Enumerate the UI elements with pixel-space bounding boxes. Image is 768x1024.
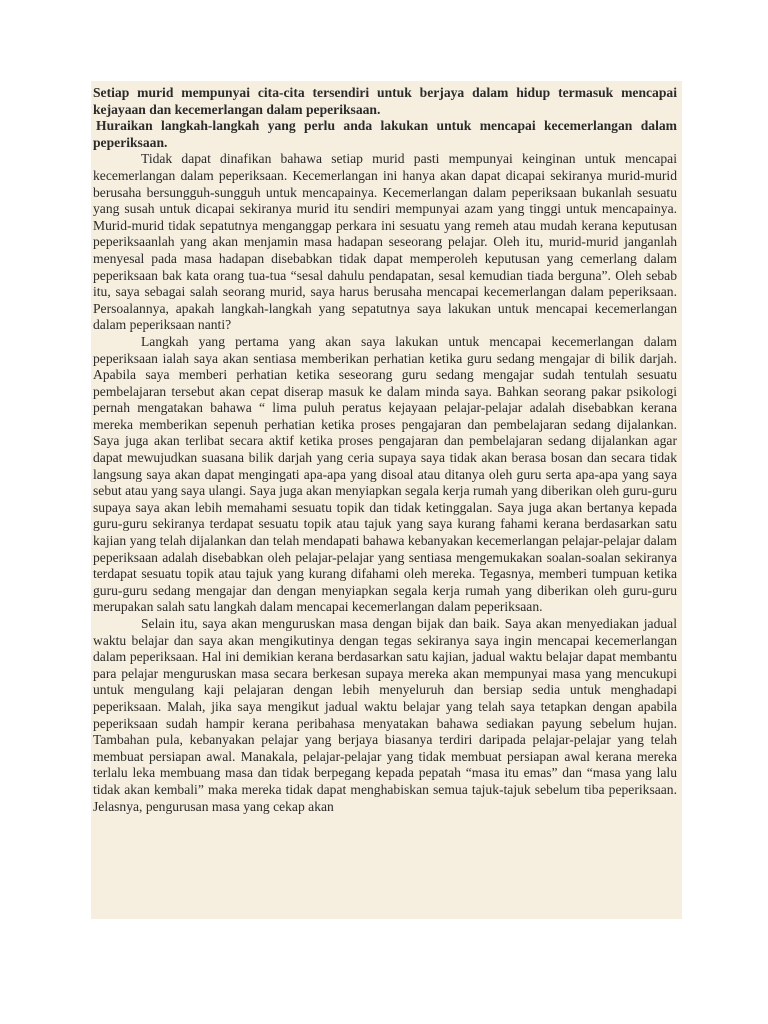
essay-question-prompt: Huraikan langkah-langkah yang perlu anda lakukan untuk mencapai kecemerlangan dalam peperiksaan. <box>93 118 677 150</box>
paragraph-first-step: Langkah yang pertama yang akan saya lakukan untuk mencapai kecemerlangan dalam peperiksaan ialah saya akan sentiasa memberikan perhatian ketika guru sedang mengajar di bilik darjah. Apabila saya memberi perhatian ketika seseorang guru sedang mengajar sudah tentulah sesuatu pembelajaran tersebut akan cepat diserap masuk ke dalam minda saya. Bahkan seorang pakar psikologi pernah mengatakan bahawa “ lima puluh peratus kejayaan pelajar-pelajar adalah disebabkan kerana mereka memberikan sepenuh perhatian ketika proses pengajaran dan pembelajaran sedang dijalankan. Saya juga akan terlibat secara aktif ketika proses pengajaran dan pembelajaran sedang dijalankan agar dapat mewujudkan suasana bilik darjah yang ceria supaya saya tidak akan berasa bosan dan secara tidak langsung saya akan dapat mengingati apa-apa yang disoal atau ditanya oleh guru serta apa-apa yang saya sebut atau yang saya ulangi. Saya juga akan menyiapkan segala kerja rumah yang diberikan oleh guru-guru supaya saya akan lebih memahami sesuatu topik dan tidak ketinggalan. Saya juga akan bertanya kepada guru-guru sekiranya terdapat sesuatu topik atau tajuk yang saya kurang fahami kerana berdasarkan satu kajian yang telah dijalankan dan telah mendapati bahawa kebanyakan kecemerlangan pelajar-pelajar dalam peperiksaan adalah disebabkan oleh pelajar-pelajar yang sentiasa mengemukakan soalan-soalan sekiranya terdapat sesuatu topik atau tajuk yang kurang difahami oleh mereka. Tegasnya, memberi tumpuan ketika guru-guru sedang mengajar dan dengan menyiapkan segala kerja rumah yang diberikan oleh guru-guru merupakan salah satu langkah dalam mencapai kecemerlangan dalam peperiksaan. <box>93 333 677 615</box>
essay-body <box>93 85 677 815</box>
paragraph-time-management: Selain itu, saya akan menguruskan masa dengan bijak dan baik. Saya akan menyediakan jadual waktu belajar dan saya akan mengikutinya dengan tegas sekiranya saya ingin mencapai kecemerlangan dalam peperiksaan. Hal ini demikian kerana berdasarkan satu kajian, jadual waktu belajar dapat membantu para pelajar menguruskan masa secara berkesan supaya mereka akan mempunyai masa yang mencukupi untuk mengulang kaji pelajaran dengan lebih menyeluruh dan bersiap sedia untuk menghadapi peperiksaan. Malah, jika saya mengikut jadual waktu belajar yang telah saya tetapkan dengan apabila peperiksaan sudah hampir kerana peribahasa menyatakan bahawa sediakan payung sebelum hujan. Tambahan pula, kebanyakan pelajar yang berjaya biasanya terdiri daripada pelajar-pelajar yang telah membuat persiapan awal. Manakala, pelajar-pelajar yang tidak membuat persiapan awal kerana mereka terlalu leka membuang masa dan tidak berpegang kepada pepatah “masa itu emas” dan “masa yang lalu tidak akan kembali” maka mereka tidak dapat menghabiskan semua tajuk-tajuk sebelum tiba peperiksaan. Jelasnya, pengurusan masa yang cekap akan <box>93 616 677 814</box>
essay-question-context: Setiap murid mempunyai cita-cita tersendiri untuk berjaya dalam hidup termasuk mencapai kejayaan dan kecemerlangan dalam peperiksaan. <box>93 85 677 117</box>
paragraph-introduction: Tidak dapat dinafikan bahawa setiap murid pasti mempunyai keinginan untuk mencapai kecemerlangan dalam peperiksaan. Kecemerlangan ini hanya akan dapat dicapai sekiranya murid-murid berusaha bersungguh-sungguh untuk mencapainya. Kecemerlangan dalam peperiksaan bukanlah sesuatu yang susah untuk dicapai sekiranya murid itu sendiri mempunyai azam yang tinggi untuk mencapainya. Murid-murid tidak sepatutnya menganggap perkara ini sesuatu yang remeh atau mudah kerana keputusan peperiksaanlah yang akan menjamin masa hadapan seseorang pelajar. Oleh itu, murid-murid janganlah menyesal pada masa hadapan disebabkan tidak dapat memperoleh keputusan yang cemerlang dalam peperiksaan bak kata orang tua-tua “sesal dahulu pendapatan, sesal kemudian tiada berguna”. Oleh sebab itu, saya sebagai salah seorang murid, saya harus berusaha mencapai kecemerlangan dalam peperiksaan. Persoalannya, apakah langkah-langkah yang sepatutnya saya lakukan untuk mencapai kecemerlangan dalam peperiksaan nanti? <box>93 151 677 333</box>
